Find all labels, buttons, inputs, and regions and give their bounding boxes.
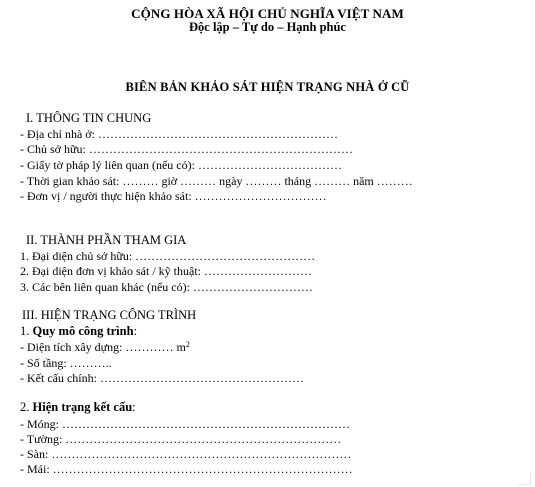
- field-survey-time: - Thời gian khảo sát: ……… giờ ……… ngày ……… tháng ……… năm ………: [20, 174, 413, 188]
- page-corner-mark: [518, 472, 531, 485]
- field-floor-slab: - Sàn: …………………………………………………………………: [20, 447, 352, 461]
- field-building-area: - Diện tích xây dựng: ………… $m^2$: [20, 340, 190, 354]
- section-3-heading: III. HIỆN TRẠNG CÔNG TRÌNH: [22, 308, 197, 322]
- document-title: BIÊN BẢN KHẢO SÁT HIỆN TRẠNG NHÀ Ở CŨ: [125, 80, 410, 94]
- participant-survey-rep: 2. Đại diện đơn vị khảo sát / kỹ thuật: ………………………: [20, 264, 312, 278]
- subsection-structure-heading: 2. Hiện trạng kết cấu:: [20, 400, 136, 414]
- field-survey-unit: - Đơn vị / người thực hiện khảo sát: ……………………………: [20, 189, 327, 203]
- national-title: CỘNG HÒA XÃ HỘI CHỦ NGHĨA VIỆT NAM: [131, 6, 404, 21]
- field-main-structure: - Kết cấu chính: ……………………………………………: [20, 371, 304, 385]
- field-roof: - Mái: …………………………………………………………………: [20, 462, 353, 476]
- field-legal-documents: - Giấy tờ pháp lý liên quan (nếu có): ………………………………: [20, 158, 342, 172]
- field-floors: - Số tầng: ………..: [20, 356, 112, 370]
- section-1-heading: I. THÔNG TIN CHUNG: [26, 111, 152, 125]
- participant-owner-rep: 1. Đại diện chủ sở hữu: ………………………………………: [20, 249, 316, 263]
- section-2-heading: II. THÀNH PHẦN THAM GIA: [26, 233, 187, 247]
- field-foundation: - Móng: ………………………………………………………………: [20, 417, 350, 431]
- participant-others: 3. Các bên liên quan khác (nếu có): …………………………: [20, 280, 313, 294]
- field-owner: - Chủ sở hữu: …………………………………………………………: [20, 142, 353, 156]
- subsection-scale-heading: 1. Quy mô công trình:: [20, 324, 138, 338]
- national-motto: Độc lập – Tự do – Hạnh phúc: [189, 20, 346, 34]
- field-address: - Địa chỉ nhà ở: ……………………………………………………: [20, 127, 338, 141]
- field-walls: - Tường: ……………………………………………………………: [20, 432, 342, 446]
